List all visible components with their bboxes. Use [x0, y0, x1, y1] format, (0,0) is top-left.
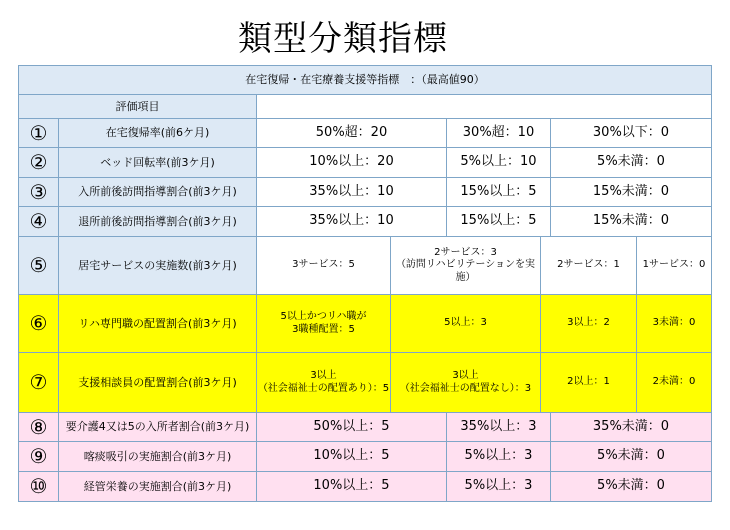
row-value: 5%未満：0: [551, 442, 711, 472]
row-number: ⑤: [19, 237, 59, 295]
row-value: 30%以下：0: [551, 119, 711, 148]
row-value: 10%以上：20: [257, 148, 447, 178]
row-value: 30%超：10: [447, 119, 551, 148]
row-number: ⑩: [19, 472, 59, 501]
row-value: 3以上：2: [541, 295, 637, 353]
row-value: 3未満：0: [637, 295, 711, 353]
row-number: ①: [19, 119, 59, 148]
row-number: ⑧: [19, 413, 59, 442]
row-value: 5以上かつリハ職が 3職種配置：5: [257, 295, 391, 353]
row-value: 5%以上：10: [447, 148, 551, 178]
row-value: 15%未満：0: [551, 207, 711, 237]
row-label: 要介護4又は5の入所者割合(前3ケ月): [59, 413, 257, 442]
row-value: 3以上 （社会福祉士の配置あり）：5: [257, 353, 391, 413]
row-value: 5%未満：0: [551, 148, 711, 178]
row-number: ⑥: [19, 295, 59, 353]
row-value: 35%以上：3: [447, 413, 551, 442]
row-value: 15%以上：5: [447, 178, 551, 207]
row-label: 居宅サービスの実施数(前3ケ月): [59, 237, 257, 295]
row-value: 3以上 （社会福祉士の配置なし）：3: [391, 353, 541, 413]
row-value: 2サービス：1: [541, 237, 637, 295]
row-value: 10%以上：5: [257, 472, 447, 501]
row-label: 支援相談員の配置割合(前3ケ月): [59, 353, 257, 413]
row-number: ②: [19, 148, 59, 178]
row-label: 入所前後訪問指導割合(前3ケ月): [59, 178, 257, 207]
row-label: リハ専門職の配置割合(前3ケ月): [59, 295, 257, 353]
row-value: 5%以上：3: [447, 442, 551, 472]
row-label: 喀痰吸引の実施割合(前3ケ月): [59, 442, 257, 472]
row-value: 5%以上：3: [447, 472, 551, 501]
header-blank: [257, 95, 711, 119]
header-main: 在宅復帰・在宅療養支援等指標 ：（最高値90）: [19, 66, 711, 95]
indicator-table: [18, 65, 712, 502]
row-value: 10%以上：5: [257, 442, 447, 472]
row-value: 3サービス：5: [257, 237, 391, 295]
row-number: ③: [19, 178, 59, 207]
row-number: ⑦: [19, 353, 59, 413]
row-value: 50%以上：5: [257, 413, 447, 442]
row-value: 2サービス：3 （訪問リハビリテーションを実施）: [391, 237, 541, 295]
row-value: 2未満：0: [637, 353, 711, 413]
row-value: 15%未満：0: [551, 178, 711, 207]
row-value: 2以上：1: [541, 353, 637, 413]
row-number: ⑨: [19, 442, 59, 472]
row-number: ④: [19, 207, 59, 237]
page-title: 類型分類指標: [238, 19, 448, 59]
row-value: 1サービス：0: [637, 237, 711, 295]
row-value: 15%以上：5: [447, 207, 551, 237]
row-value: 35%以上：10: [257, 178, 447, 207]
row-label: 経管栄養の実施割合(前3ケ月): [59, 472, 257, 501]
row-value: 35%未満：0: [551, 413, 711, 442]
row-value: 5%未満：0: [551, 472, 711, 501]
row-label: ベッド回転率(前3ケ月): [59, 148, 257, 178]
row-label: 退所前後訪問指導割合(前3ケ月): [59, 207, 257, 237]
row-label: 在宅復帰率(前6ケ月): [59, 119, 257, 148]
header-item-col: 評価項目: [19, 95, 257, 119]
row-value: 35%以上：10: [257, 207, 447, 237]
row-value: 50%超：20: [257, 119, 447, 148]
row-value: 5以上：3: [391, 295, 541, 353]
